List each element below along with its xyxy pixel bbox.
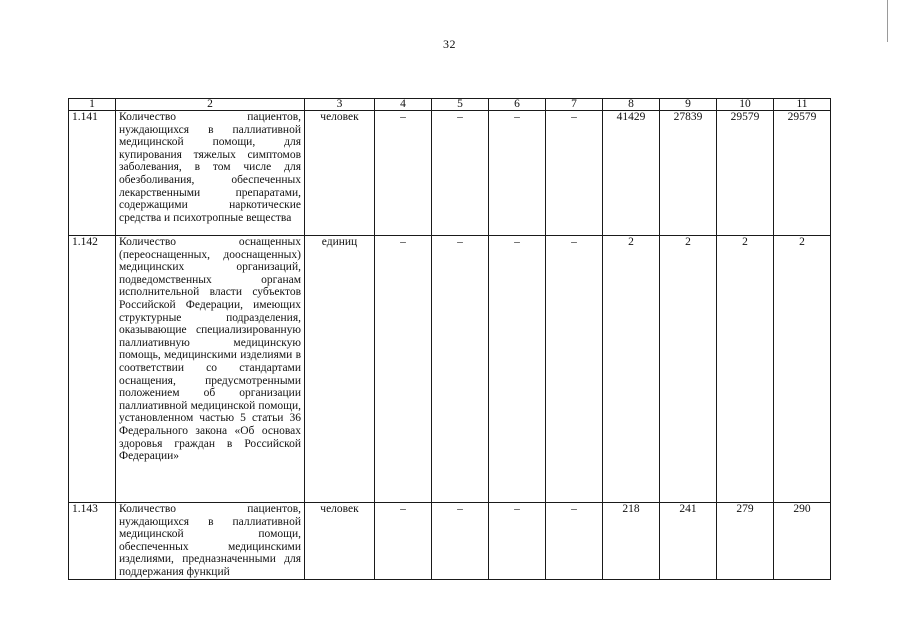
value-cell: 2 — [774, 236, 831, 503]
unit-cell: единиц — [305, 236, 375, 503]
header-cell: 11 — [774, 99, 831, 111]
indicator-description: Количество пациентов, нуждающихся в паллиативной медицинской помощи, обеспеченных медицинскими изделиями, предназначенными для поддержания функций — [116, 503, 305, 580]
row-number: 1.143 — [69, 503, 116, 580]
value-cell: 2 — [660, 236, 717, 503]
header-row — [69, 99, 831, 111]
value-cell: 2 — [717, 236, 774, 503]
header-cell: 1 — [69, 99, 116, 111]
value-cell: 2 — [603, 236, 660, 503]
indicator-table — [68, 98, 831, 580]
row-number: 1.142 — [69, 236, 116, 503]
value-cell: 29579 — [717, 111, 774, 236]
value-cell: – — [432, 111, 489, 236]
value-cell: 27839 — [660, 111, 717, 236]
value-cell: 29579 — [774, 111, 831, 236]
header-cell: 10 — [717, 99, 774, 111]
header-cell: 6 — [489, 99, 546, 111]
header-cell: 5 — [432, 99, 489, 111]
header-cell: 3 — [305, 99, 375, 111]
table-row — [69, 111, 831, 236]
value-cell: – — [432, 503, 489, 580]
row-number: 1.141 — [69, 111, 116, 236]
value-cell: – — [546, 111, 603, 236]
value-cell: 279 — [717, 503, 774, 580]
value-cell: 218 — [603, 503, 660, 580]
header-cell: 7 — [546, 99, 603, 111]
unit-cell: человек — [305, 111, 375, 236]
value-cell: 41429 — [603, 111, 660, 236]
value-cell: – — [546, 236, 603, 503]
value-cell: 290 — [774, 503, 831, 580]
value-cell: – — [432, 236, 489, 503]
table-row — [69, 236, 831, 503]
indicator-description: Количество оснащенных (переоснащенных, дооснащенных) медицинских организаций, подведомственных органам исполнительной власти субъектов Российской Федерации, имеющих структурные подразделения, оказывающие специализированную паллиативную медицинскую помощь, медицинскими изделиями в соответствии со стандартами оснащения, предусмотренными положением об организации паллиативной медицинской помощи, установленном частью 5 статьи 36 Федерального закона «Об основах здоровья граждан в Российской Федерации» — [116, 236, 305, 503]
header-cell: 9 — [660, 99, 717, 111]
value-cell: – — [375, 236, 432, 503]
value-cell: – — [375, 111, 432, 236]
value-cell: – — [489, 236, 546, 503]
header-cell: 4 — [375, 99, 432, 111]
indicator-description: Количество пациентов, нуждающихся в паллиативной медицинской помощи, для купирования тяжелых симптомов заболевания, в том числе для обезболивания, обеспеченных лекарственными препаратами, содержащими наркотические средства и психотропные вещества — [116, 111, 305, 236]
header-cell: 8 — [603, 99, 660, 111]
page-number: 32 — [443, 37, 456, 51]
unit-cell: человек — [305, 503, 375, 580]
value-cell: – — [489, 111, 546, 236]
header-cell: 2 — [116, 99, 305, 111]
table-row — [69, 503, 831, 580]
value-cell: – — [546, 503, 603, 580]
value-cell: – — [489, 503, 546, 580]
value-cell: 241 — [660, 503, 717, 580]
value-cell: – — [375, 503, 432, 580]
scan-edge-mark — [887, 0, 888, 42]
